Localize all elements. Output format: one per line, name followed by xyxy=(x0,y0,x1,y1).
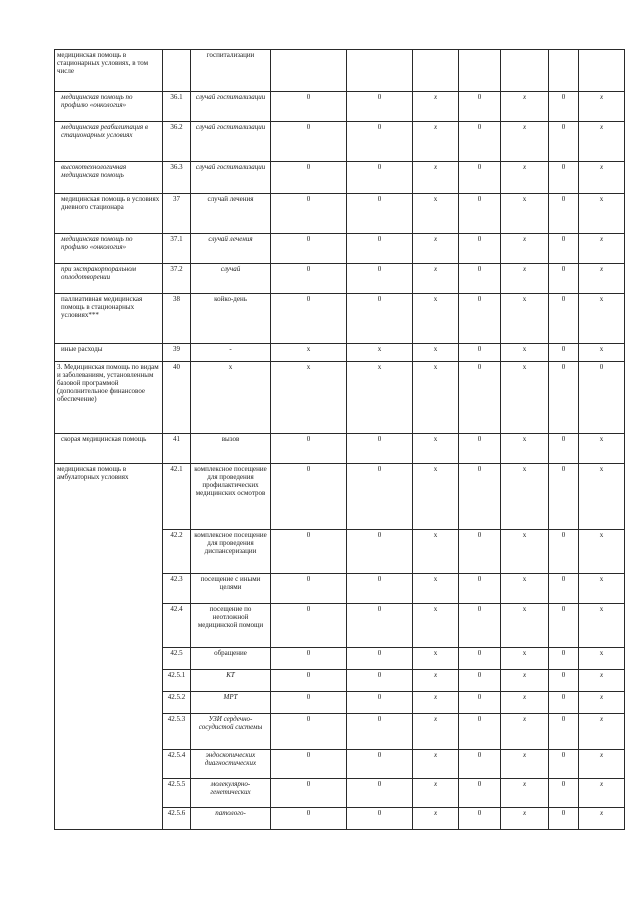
value-cell: 0 xyxy=(549,362,579,434)
document-page xyxy=(54,49,624,852)
value-cell: 0 xyxy=(579,362,625,434)
value-cell: 0 xyxy=(549,714,579,750)
row-unit: койко-день xyxy=(191,294,271,344)
value-cell: 0 xyxy=(347,750,413,779)
value-cell: 0 xyxy=(549,122,579,162)
value-cell: 0 xyxy=(347,434,413,464)
value-cell: x xyxy=(347,344,413,362)
value-cell: 0 xyxy=(549,750,579,779)
value-cell: x xyxy=(579,808,625,830)
value-cell: x xyxy=(501,434,549,464)
row-number: 41 xyxy=(163,434,191,464)
row-number: 42.2 xyxy=(163,530,191,574)
value-cell: 0 xyxy=(459,714,501,750)
table-row xyxy=(55,362,625,434)
value-cell: 0 xyxy=(347,648,413,670)
value-cell: 0 xyxy=(549,779,579,808)
value-cell: x xyxy=(501,264,549,294)
value-cell: 0 xyxy=(347,808,413,830)
value-cell: x xyxy=(413,362,459,434)
value-cell: x xyxy=(413,194,459,234)
value-cell: 0 xyxy=(459,574,501,604)
value-cell: x xyxy=(501,92,549,122)
row-description: иные расходы xyxy=(55,344,163,362)
value-cell: 0 xyxy=(549,648,579,670)
value-cell: 0 xyxy=(271,714,347,750)
value-cell: 0 xyxy=(459,234,501,264)
value-cell: x xyxy=(271,362,347,434)
value-cell: x xyxy=(579,294,625,344)
row-description: медицинская помощь по профилю «онкология» xyxy=(55,234,163,264)
row-unit: госпитализации xyxy=(191,50,271,92)
value-cell: x xyxy=(413,344,459,362)
value-cell: 0 xyxy=(549,604,579,648)
row-number xyxy=(163,50,191,92)
value-cell: 0 xyxy=(459,779,501,808)
row-description: 3. Медицинская помощь по видам и заболеваниям, установленным базовой программой (дополнительное финансовое обеспечение) xyxy=(55,362,163,434)
value-cell: x xyxy=(579,648,625,670)
value-cell: x xyxy=(501,162,549,194)
value-cell: 0 xyxy=(549,808,579,830)
value-cell: x xyxy=(413,294,459,344)
value-cell: 0 xyxy=(549,294,579,344)
value-cell xyxy=(413,50,459,92)
value-cell: x xyxy=(501,464,549,530)
value-cell: x xyxy=(413,234,459,264)
value-cell: x xyxy=(579,574,625,604)
value-cell: x xyxy=(501,234,549,264)
value-cell: 0 xyxy=(271,294,347,344)
value-cell: 0 xyxy=(459,344,501,362)
value-cell: 0 xyxy=(271,92,347,122)
value-cell: x xyxy=(413,670,459,692)
value-cell: x xyxy=(413,779,459,808)
value-cell: x xyxy=(579,464,625,530)
value-cell: 0 xyxy=(347,530,413,574)
row-unit: МРТ xyxy=(191,692,271,714)
value-cell: 0 xyxy=(347,194,413,234)
value-cell: 0 xyxy=(459,750,501,779)
value-cell: 0 xyxy=(271,692,347,714)
value-cell: 0 xyxy=(347,122,413,162)
table-row xyxy=(55,92,625,122)
row-unit: комплексное посещение для проведения профилактических медицинских осмотров xyxy=(191,464,271,530)
value-cell: x xyxy=(413,750,459,779)
value-cell: 0 xyxy=(459,808,501,830)
value-cell: 0 xyxy=(347,574,413,604)
value-cell: 0 xyxy=(271,750,347,779)
value-cell: 0 xyxy=(271,122,347,162)
value-cell: 0 xyxy=(347,692,413,714)
value-cell: x xyxy=(501,670,549,692)
row-description: медицинская реабилитация в стационарных условиях xyxy=(55,122,163,162)
row-number: 42.5.3 xyxy=(163,714,191,750)
value-cell: x xyxy=(501,808,549,830)
row-description: высокотехнологичная медицинская помощь xyxy=(55,162,163,194)
row-unit: случай госпитализации xyxy=(191,92,271,122)
value-cell: x xyxy=(579,714,625,750)
row-number: 36.1 xyxy=(163,92,191,122)
value-cell: x xyxy=(501,574,549,604)
value-cell: x xyxy=(579,692,625,714)
value-cell: 0 xyxy=(271,574,347,604)
row-number: 42.3 xyxy=(163,574,191,604)
row-number: 42.4 xyxy=(163,604,191,648)
row-unit: случай госпитализации xyxy=(191,122,271,162)
row-unit: посещение с иными целями xyxy=(191,574,271,604)
value-cell: 0 xyxy=(459,530,501,574)
value-cell: 0 xyxy=(459,294,501,344)
row-unit: x xyxy=(191,362,271,434)
value-cell: 0 xyxy=(459,194,501,234)
value-cell: x xyxy=(413,434,459,464)
value-cell: x xyxy=(413,92,459,122)
table-row xyxy=(55,234,625,264)
table-row xyxy=(55,50,625,92)
value-cell: 0 xyxy=(549,692,579,714)
value-cell: 0 xyxy=(271,670,347,692)
value-cell: x xyxy=(501,779,549,808)
value-cell xyxy=(549,50,579,92)
row-number: 36.2 xyxy=(163,122,191,162)
value-cell: x xyxy=(413,604,459,648)
value-cell: 0 xyxy=(549,162,579,194)
value-cell: 0 xyxy=(347,162,413,194)
value-cell: x xyxy=(579,670,625,692)
row-number: 37.1 xyxy=(163,234,191,264)
value-cell: 0 xyxy=(459,604,501,648)
value-cell: 0 xyxy=(347,670,413,692)
row-number: 42.5.4 xyxy=(163,750,191,779)
table-row xyxy=(55,122,625,162)
value-cell: 0 xyxy=(549,464,579,530)
table-row xyxy=(55,162,625,194)
value-cell: x xyxy=(413,264,459,294)
value-cell: x xyxy=(501,344,549,362)
row-unit: случай госпитализации xyxy=(191,162,271,194)
value-cell: x xyxy=(271,344,347,362)
row-unit: УЗИ сердечно-сосудистой системы xyxy=(191,714,271,750)
row-number: 42.5.6 xyxy=(163,808,191,830)
value-cell: 0 xyxy=(347,464,413,530)
row-description: медицинская помощь по профилю «онкология» xyxy=(55,92,163,122)
row-number: 39 xyxy=(163,344,191,362)
value-cell: 0 xyxy=(459,162,501,194)
value-cell: 0 xyxy=(459,464,501,530)
value-cell: 0 xyxy=(347,714,413,750)
table-row xyxy=(55,464,625,530)
value-cell: 0 xyxy=(347,294,413,344)
value-cell: 0 xyxy=(549,574,579,604)
value-cell: 0 xyxy=(549,264,579,294)
value-cell: x xyxy=(579,344,625,362)
table-row xyxy=(55,344,625,362)
value-cell: x xyxy=(413,530,459,574)
value-cell: 0 xyxy=(459,692,501,714)
value-cell xyxy=(501,50,549,92)
row-number: 38 xyxy=(163,294,191,344)
value-cell: x xyxy=(413,574,459,604)
value-cell: x xyxy=(501,714,549,750)
row-unit: комплексное посещение для проведения диспансеризации xyxy=(191,530,271,574)
value-cell: 0 xyxy=(271,194,347,234)
row-unit: патолого- xyxy=(191,808,271,830)
value-cell: x xyxy=(413,808,459,830)
row-description: паллиативная медицинская помощь в стационарных условиях*** xyxy=(55,294,163,344)
table-row xyxy=(55,264,625,294)
value-cell: x xyxy=(501,194,549,234)
row-number: 36.3 xyxy=(163,162,191,194)
row-unit: посещение по неотложной медицинской помощи xyxy=(191,604,271,648)
row-number: 42.5.2 xyxy=(163,692,191,714)
value-cell: 0 xyxy=(549,194,579,234)
row-number: 42.5.5 xyxy=(163,779,191,808)
value-cell: 0 xyxy=(347,604,413,648)
value-cell: x xyxy=(501,530,549,574)
row-number: 42.1 xyxy=(163,464,191,530)
value-cell: 0 xyxy=(271,434,347,464)
value-cell: 0 xyxy=(459,362,501,434)
value-cell: x xyxy=(579,434,625,464)
row-unit: случай лечения xyxy=(191,234,271,264)
value-cell: 0 xyxy=(549,234,579,264)
value-cell: x xyxy=(413,714,459,750)
value-cell: x xyxy=(413,162,459,194)
value-cell: 0 xyxy=(459,264,501,294)
row-number: 40 xyxy=(163,362,191,434)
value-cell xyxy=(579,50,625,92)
value-cell: 0 xyxy=(271,530,347,574)
value-cell: 0 xyxy=(459,434,501,464)
value-cell: 0 xyxy=(549,670,579,692)
row-description: при экстракорпоральном оплодотворении xyxy=(55,264,163,294)
row-number: 37.2 xyxy=(163,264,191,294)
value-cell: x xyxy=(413,122,459,162)
value-cell: x xyxy=(501,750,549,779)
row-description: медицинская помощь в амбулаторных условиях xyxy=(55,464,163,830)
value-cell: x xyxy=(579,750,625,779)
row-unit: случай лечения xyxy=(191,194,271,234)
row-unit: - xyxy=(191,344,271,362)
value-cell: 0 xyxy=(271,264,347,294)
value-cell: 0 xyxy=(271,464,347,530)
value-cell: 0 xyxy=(271,234,347,264)
financing-table xyxy=(54,49,625,830)
value-cell: 0 xyxy=(271,779,347,808)
value-cell: 0 xyxy=(549,344,579,362)
value-cell: 0 xyxy=(549,92,579,122)
value-cell: x xyxy=(579,530,625,574)
value-cell: 0 xyxy=(271,648,347,670)
value-cell: x xyxy=(501,648,549,670)
value-cell: x xyxy=(501,122,549,162)
value-cell: x xyxy=(413,692,459,714)
value-cell: x xyxy=(579,779,625,808)
value-cell: x xyxy=(579,234,625,264)
value-cell: 0 xyxy=(347,92,413,122)
value-cell: 0 xyxy=(459,670,501,692)
table-row xyxy=(55,294,625,344)
value-cell: x xyxy=(579,122,625,162)
value-cell: 0 xyxy=(347,264,413,294)
value-cell: x xyxy=(579,604,625,648)
value-cell: 0 xyxy=(347,779,413,808)
value-cell: x xyxy=(579,194,625,234)
row-unit: обращение xyxy=(191,648,271,670)
value-cell: x xyxy=(413,464,459,530)
row-number: 37 xyxy=(163,194,191,234)
value-cell: x xyxy=(501,294,549,344)
row-number: 42.5 xyxy=(163,648,191,670)
value-cell xyxy=(347,50,413,92)
table-row xyxy=(55,434,625,464)
value-cell: x xyxy=(413,648,459,670)
value-cell: 0 xyxy=(271,162,347,194)
value-cell: x xyxy=(501,604,549,648)
value-cell: x xyxy=(501,692,549,714)
row-unit: вызов xyxy=(191,434,271,464)
row-description: медицинская помощь в стационарных условиях, в том числе xyxy=(55,50,163,92)
row-unit: молекулярно-генетических xyxy=(191,779,271,808)
row-unit: эндоскопических диагностических xyxy=(191,750,271,779)
row-description: скорая медицинская помощь xyxy=(55,434,163,464)
value-cell xyxy=(271,50,347,92)
value-cell: x xyxy=(579,264,625,294)
value-cell: x xyxy=(579,162,625,194)
row-description: медицинская помощь в условиях дневного стационара xyxy=(55,194,163,234)
value-cell: 0 xyxy=(459,92,501,122)
row-number: 42.5.1 xyxy=(163,670,191,692)
value-cell: x xyxy=(501,362,549,434)
value-cell xyxy=(459,50,501,92)
value-cell: 0 xyxy=(347,234,413,264)
value-cell: 0 xyxy=(271,808,347,830)
value-cell: x xyxy=(579,92,625,122)
value-cell: 0 xyxy=(459,122,501,162)
value-cell: 0 xyxy=(549,530,579,574)
value-cell: 0 xyxy=(549,434,579,464)
row-unit: КТ xyxy=(191,670,271,692)
value-cell: 0 xyxy=(459,648,501,670)
value-cell: x xyxy=(347,362,413,434)
table-row xyxy=(55,194,625,234)
value-cell: 0 xyxy=(271,604,347,648)
row-unit: случай xyxy=(191,264,271,294)
